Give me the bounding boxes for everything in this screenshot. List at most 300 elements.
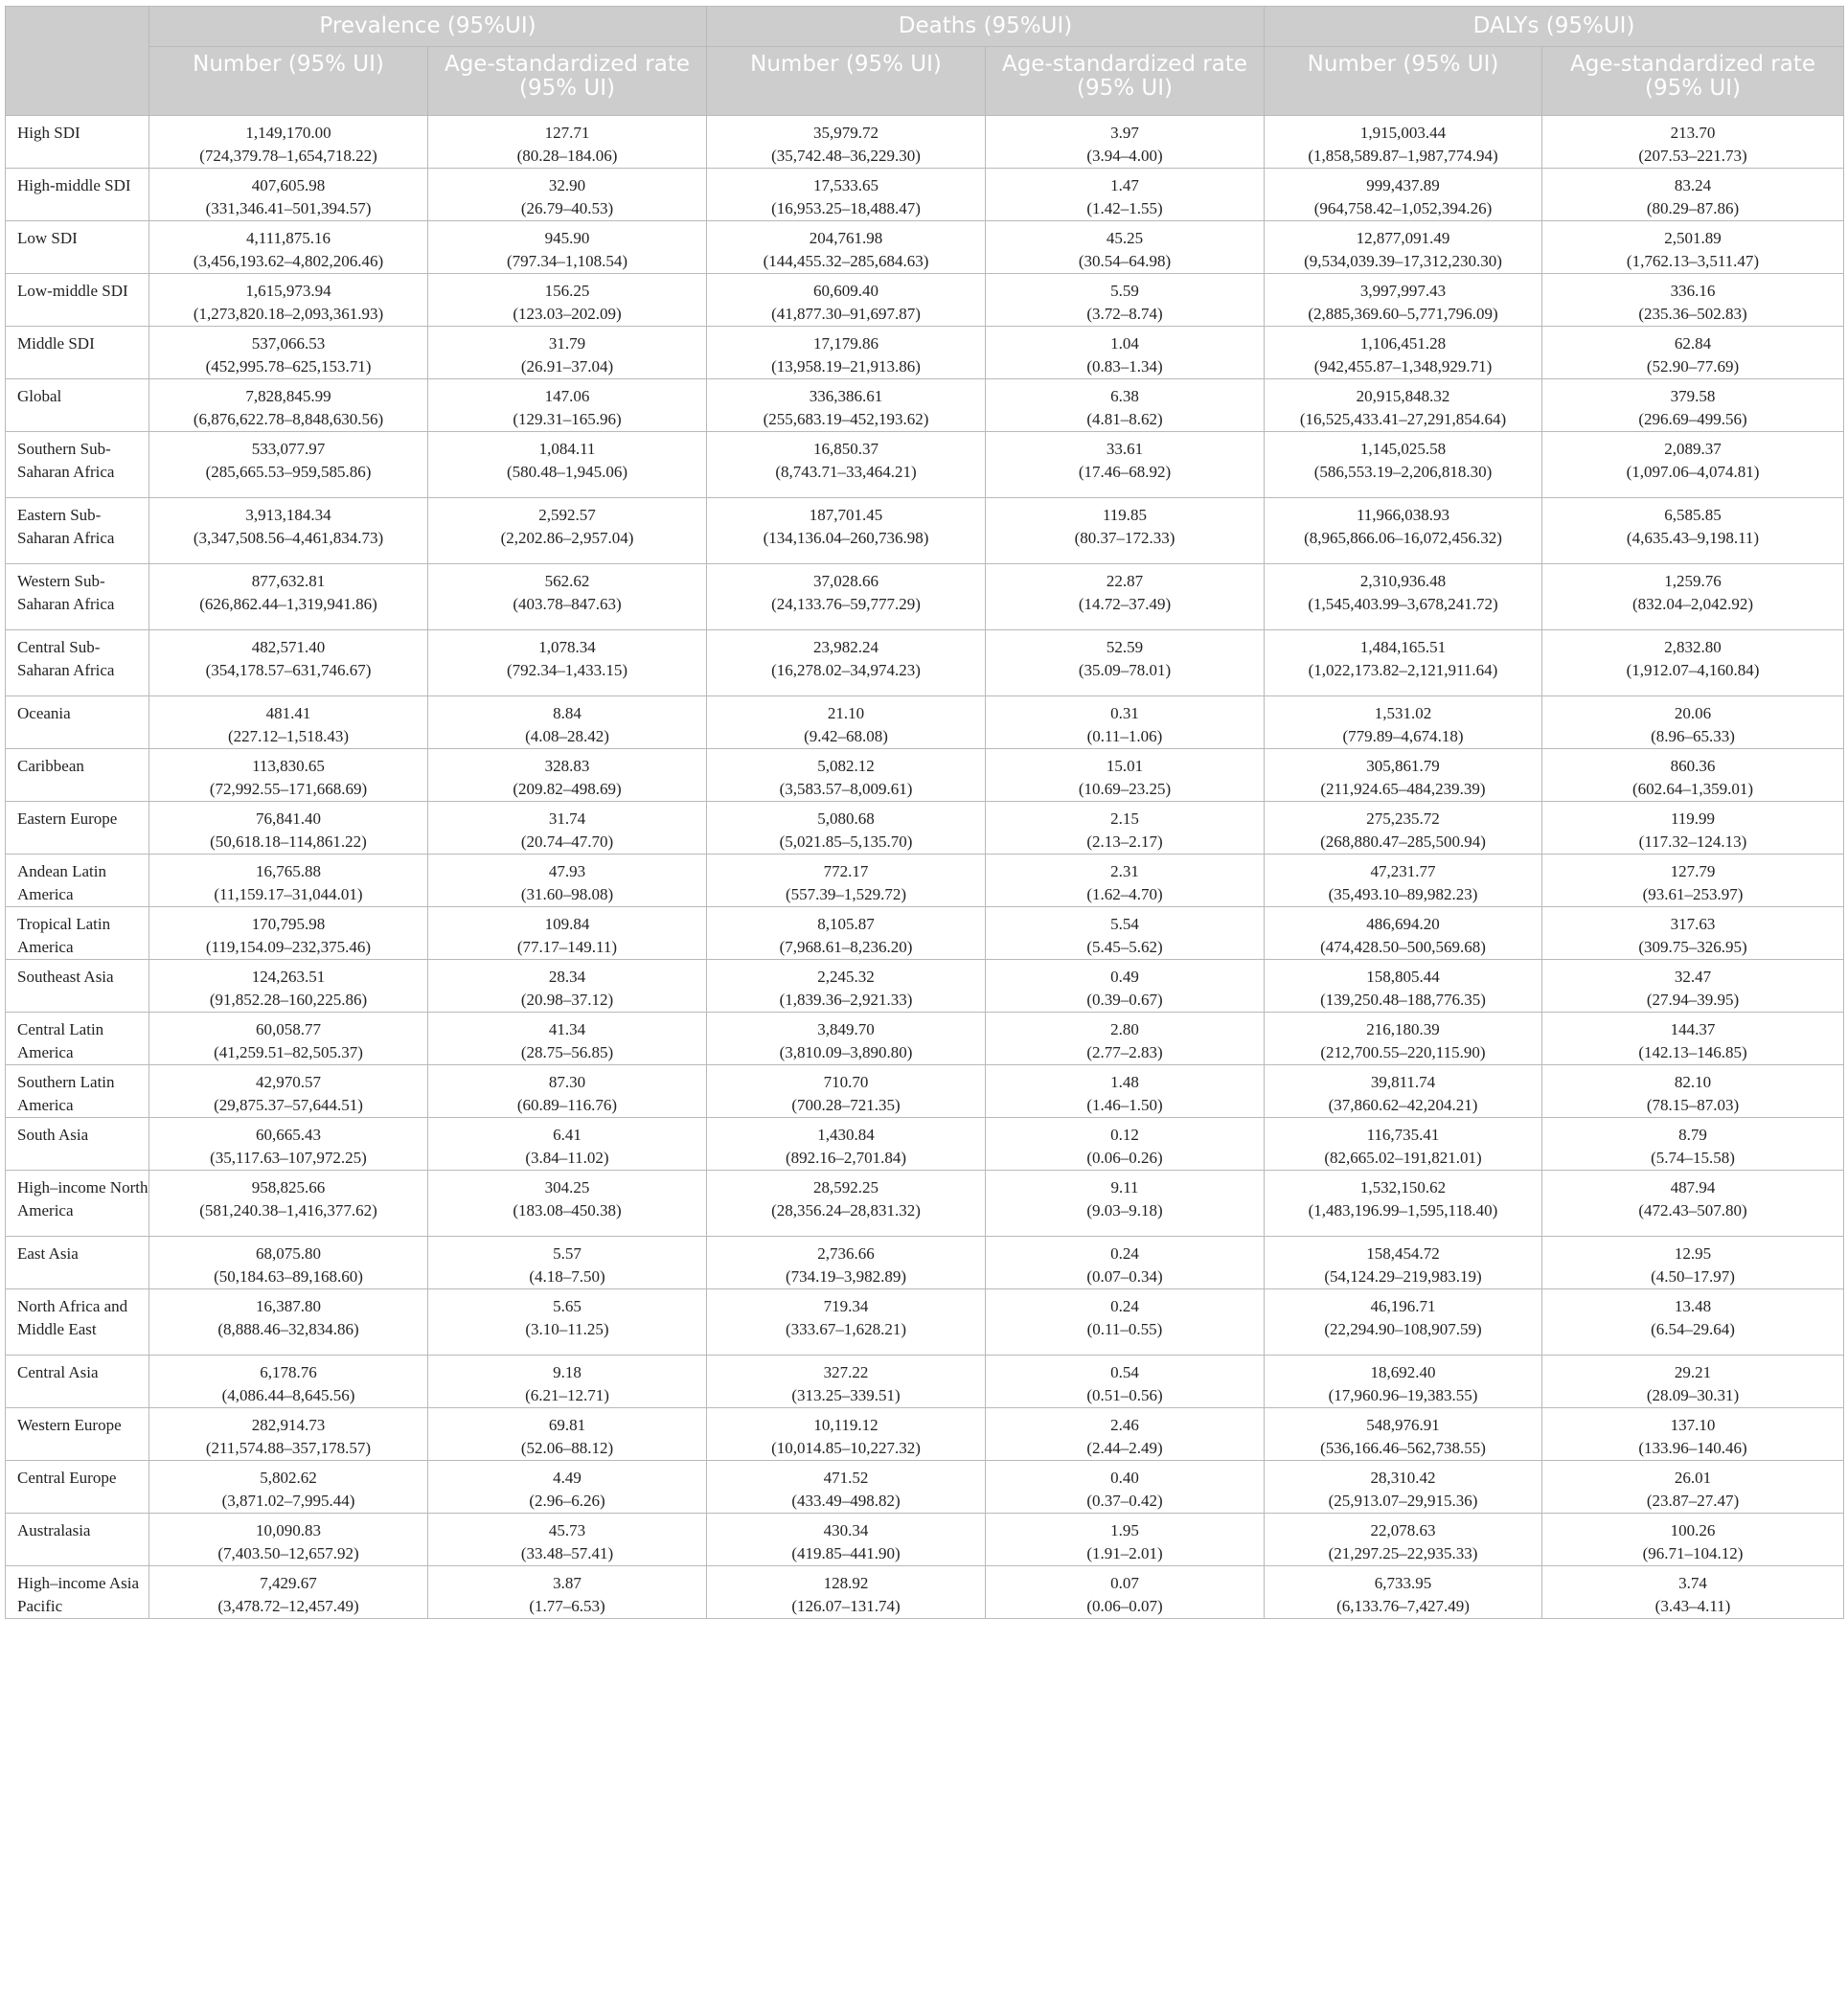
point-estimate: 144.37 xyxy=(1670,1020,1716,1038)
table-row xyxy=(6,907,1844,960)
uncertainty-interval: (119,154.09–232,375.46) xyxy=(205,938,372,956)
value-cell xyxy=(149,1566,428,1619)
point-estimate: 1,531.02 xyxy=(1374,704,1432,722)
point-estimate: 60,665.43 xyxy=(256,1126,321,1144)
point-estimate: 537,066.53 xyxy=(251,334,326,353)
point-estimate: 156.25 xyxy=(544,282,590,300)
value-cell xyxy=(1265,749,1542,802)
point-estimate: 958,825.66 xyxy=(251,1178,326,1197)
value-cell xyxy=(1265,1514,1542,1566)
value-cell xyxy=(428,960,707,1013)
point-estimate: 482,571.40 xyxy=(251,638,326,656)
uncertainty-interval: (7,403.50–12,657.92) xyxy=(217,1544,359,1562)
value-cell xyxy=(428,749,707,802)
point-estimate: 39,811.74 xyxy=(1370,1073,1436,1091)
value-cell xyxy=(707,1566,986,1619)
value-cell xyxy=(986,1118,1265,1171)
uncertainty-interval: (0.83–1.34) xyxy=(1086,357,1163,376)
point-estimate: 562.62 xyxy=(544,572,590,590)
point-estimate: 15.01 xyxy=(1106,757,1144,775)
uncertainty-interval: (10,014.85–10,227.32) xyxy=(771,1439,921,1457)
value-cell xyxy=(428,1566,707,1619)
point-estimate: 69.81 xyxy=(548,1416,586,1434)
uncertainty-interval: (0.07–0.34) xyxy=(1086,1267,1163,1286)
row-label: Middle SDI xyxy=(6,327,149,379)
point-estimate: 17,179.86 xyxy=(813,334,878,353)
uncertainty-interval: (700.28–721.35) xyxy=(791,1096,901,1114)
point-estimate: 407,605.98 xyxy=(251,176,326,194)
uncertainty-interval: (2,202.86–2,957.04) xyxy=(500,529,634,547)
point-estimate: 5.59 xyxy=(1110,282,1139,300)
point-estimate: 719.34 xyxy=(823,1297,869,1315)
point-estimate: 28,592.25 xyxy=(813,1178,878,1197)
uncertainty-interval: (581,240.38–1,416,377.62) xyxy=(199,1201,377,1220)
table-row xyxy=(6,221,1844,274)
uncertainty-interval: (17.46–68.92) xyxy=(1078,463,1172,481)
point-estimate: 16,850.37 xyxy=(813,440,878,458)
row-label: Global xyxy=(6,379,149,432)
value-cell xyxy=(707,749,986,802)
point-estimate: 21.10 xyxy=(827,704,865,722)
point-estimate: 170,795.98 xyxy=(251,915,326,933)
uncertainty-interval: (30.54–64.98) xyxy=(1078,252,1172,270)
uncertainty-interval: (41,259.51–82,505.37) xyxy=(214,1043,363,1061)
value-cell xyxy=(707,1408,986,1461)
value-cell xyxy=(1542,379,1844,432)
uncertainty-interval: (1,273,820.18–2,093,361.93) xyxy=(193,305,384,323)
point-estimate: 216,180.39 xyxy=(1366,1020,1440,1038)
point-estimate: 2.31 xyxy=(1110,862,1139,880)
row-label: Southern Sub-Saharan Africa xyxy=(6,432,149,498)
table-row xyxy=(6,1566,1844,1619)
value-cell xyxy=(707,802,986,855)
value-cell xyxy=(986,1514,1265,1566)
value-cell xyxy=(986,1408,1265,1461)
uncertainty-interval: (0.11–0.55) xyxy=(1086,1320,1163,1338)
uncertainty-interval: (4,635.43–9,198.11) xyxy=(1626,529,1760,547)
point-estimate: 32.47 xyxy=(1674,968,1712,986)
point-estimate: 1,532,150.62 xyxy=(1359,1178,1447,1197)
point-estimate: 1,484,165.51 xyxy=(1359,638,1447,656)
uncertainty-interval: (21,297.25–22,935.33) xyxy=(1328,1544,1478,1562)
point-estimate: 0.24 xyxy=(1110,1244,1139,1263)
value-cell xyxy=(986,432,1265,498)
uncertainty-interval: (0.37–0.42) xyxy=(1086,1492,1163,1510)
point-estimate: 76,841.40 xyxy=(256,809,321,828)
value-cell xyxy=(149,855,428,907)
value-cell xyxy=(707,1013,986,1065)
value-cell xyxy=(707,1065,986,1118)
uncertainty-interval: (4.81–8.62) xyxy=(1086,410,1163,428)
point-estimate: 877,632.81 xyxy=(251,572,326,590)
uncertainty-interval: (9,534,039.39–17,312,230.30) xyxy=(1304,252,1502,270)
value-cell xyxy=(707,696,986,749)
point-estimate: 2,501.89 xyxy=(1664,229,1722,247)
value-cell xyxy=(986,1566,1265,1619)
value-cell xyxy=(428,221,707,274)
point-estimate: 68,075.80 xyxy=(256,1244,321,1263)
uncertainty-interval: (474,428.50–500,569.68) xyxy=(1320,938,1486,956)
point-estimate: 327.22 xyxy=(823,1363,869,1381)
uncertainty-interval: (797.34–1,108.54) xyxy=(506,252,628,270)
uncertainty-interval: (6,876,622.78–8,848,630.56) xyxy=(193,410,384,428)
uncertainty-interval: (6.54–29.64) xyxy=(1651,1320,1735,1338)
uncertainty-interval: (8,965,866.06–16,072,456.32) xyxy=(1304,529,1502,547)
uncertainty-interval: (1.42–1.55) xyxy=(1086,199,1163,217)
point-estimate: 487.94 xyxy=(1670,1178,1716,1197)
point-estimate: 2.15 xyxy=(1110,809,1139,828)
uncertainty-interval: (35.09–78.01) xyxy=(1078,661,1172,679)
group-header-dalys: DALYs (95%UI) xyxy=(1265,7,1844,47)
point-estimate: 82.10 xyxy=(1674,1073,1712,1091)
row-label: Central Asia xyxy=(6,1356,149,1408)
uncertainty-interval: (0.11–1.06) xyxy=(1086,727,1163,745)
point-estimate: 113,830.65 xyxy=(252,757,325,775)
uncertainty-interval: (2.77–2.83) xyxy=(1086,1043,1163,1061)
uncertainty-interval: (50,184.63–89,168.60) xyxy=(214,1267,363,1286)
value-cell xyxy=(986,802,1265,855)
point-estimate: 4,111,875.16 xyxy=(246,229,331,247)
point-estimate: 213.70 xyxy=(1670,124,1716,142)
uncertainty-interval: (433.49–498.82) xyxy=(791,1492,901,1510)
row-label: Central Sub-Saharan Africa xyxy=(6,630,149,696)
point-estimate: 0.12 xyxy=(1110,1126,1139,1144)
value-cell xyxy=(707,432,986,498)
table-header xyxy=(6,7,1844,116)
point-estimate: 116,735.41 xyxy=(1366,1126,1440,1144)
point-estimate: 0.31 xyxy=(1110,704,1139,722)
value-cell xyxy=(428,1118,707,1171)
point-estimate: 12.95 xyxy=(1674,1244,1712,1263)
table-row xyxy=(6,274,1844,327)
uncertainty-interval: (626,862.44–1,319,941.86) xyxy=(199,595,377,613)
uncertainty-interval: (1,762.13–3,511.47) xyxy=(1626,252,1760,270)
value-cell xyxy=(707,169,986,221)
point-estimate: 2,089.37 xyxy=(1664,440,1722,458)
table-row xyxy=(6,169,1844,221)
uncertainty-interval: (832.04–2,042.92) xyxy=(1631,595,1754,613)
value-cell xyxy=(986,960,1265,1013)
point-estimate: 548,976.91 xyxy=(1366,1416,1440,1434)
value-cell xyxy=(428,855,707,907)
value-cell xyxy=(428,696,707,749)
value-cell xyxy=(986,696,1265,749)
value-cell xyxy=(986,274,1265,327)
point-estimate: 147.06 xyxy=(544,387,590,405)
value-cell xyxy=(149,116,428,169)
uncertainty-interval: (80.28–184.06) xyxy=(516,147,618,165)
value-cell xyxy=(1265,630,1542,696)
point-estimate: 710.70 xyxy=(823,1073,869,1091)
uncertainty-interval: (183.08–450.38) xyxy=(513,1201,622,1220)
uncertainty-interval: (29,875.37–57,644.51) xyxy=(214,1096,363,1114)
uncertainty-interval: (4,086.44–8,645.56) xyxy=(221,1386,355,1404)
point-estimate: 0.07 xyxy=(1110,1574,1139,1592)
value-cell xyxy=(707,1289,986,1356)
row-label: Australasia xyxy=(6,1514,149,1566)
value-cell xyxy=(428,802,707,855)
point-estimate: 336.16 xyxy=(1670,282,1716,300)
value-cell xyxy=(149,696,428,749)
point-estimate: 328.83 xyxy=(544,757,590,775)
row-label: North Africa and Middle East xyxy=(6,1289,149,1356)
uncertainty-interval: (4.18–7.50) xyxy=(529,1267,605,1286)
value-cell xyxy=(1542,169,1844,221)
row-label: Central Latin America xyxy=(6,1013,149,1065)
value-cell xyxy=(1265,1461,1542,1514)
point-estimate: 9.11 xyxy=(1110,1178,1139,1197)
point-estimate: 999,437.89 xyxy=(1366,176,1440,194)
value-cell xyxy=(1265,564,1542,630)
uncertainty-interval: (1.91–2.01) xyxy=(1086,1544,1163,1562)
table-row xyxy=(6,327,1844,379)
value-cell xyxy=(149,1408,428,1461)
point-estimate: 860.36 xyxy=(1670,757,1716,775)
uncertainty-interval: (212,700.55–220,115.90) xyxy=(1320,1043,1486,1061)
value-cell xyxy=(1265,1118,1542,1171)
point-estimate: 5.65 xyxy=(553,1297,582,1315)
subheader-number: Number (95% UI) xyxy=(149,47,428,116)
uncertainty-interval: (35,493.10–89,982.23) xyxy=(1328,885,1478,903)
uncertainty-interval: (296.69–499.56) xyxy=(1638,410,1747,428)
value-cell xyxy=(149,960,428,1013)
value-cell xyxy=(986,1356,1265,1408)
table-row xyxy=(6,802,1844,855)
point-estimate: 1.47 xyxy=(1110,176,1139,194)
point-estimate: 5,082.12 xyxy=(817,757,875,775)
uncertainty-interval: (129.31–165.96) xyxy=(513,410,622,428)
uncertainty-interval: (22,294.90–108,907.59) xyxy=(1324,1320,1482,1338)
value-cell xyxy=(428,1289,707,1356)
value-cell xyxy=(1265,1013,1542,1065)
uncertainty-interval: (1.77–6.53) xyxy=(529,1597,605,1615)
uncertainty-interval: (133.96–140.46) xyxy=(1638,1439,1747,1457)
value-cell xyxy=(1542,696,1844,749)
point-estimate: 336,386.61 xyxy=(809,387,883,405)
point-estimate: 22,078.63 xyxy=(1370,1521,1436,1539)
point-estimate: 158,454.72 xyxy=(1366,1244,1440,1263)
uncertainty-interval: (16,525,433.41–27,291,854.64) xyxy=(1299,410,1507,428)
uncertainty-interval: (5,021.85–5,135.70) xyxy=(779,832,913,851)
point-estimate: 17,533.65 xyxy=(813,176,878,194)
uncertainty-interval: (211,924.65–484,239.39) xyxy=(1320,780,1486,798)
value-cell xyxy=(986,327,1265,379)
uncertainty-interval: (13,958.19–21,913.86) xyxy=(771,357,921,376)
value-cell xyxy=(428,1237,707,1289)
uncertainty-interval: (7,968.61–8,236.20) xyxy=(779,938,913,956)
value-cell xyxy=(428,1461,707,1514)
uncertainty-interval: (792.34–1,433.15) xyxy=(506,661,628,679)
point-estimate: 119.85 xyxy=(1102,506,1148,524)
point-estimate: 137.10 xyxy=(1670,1416,1716,1434)
table-row xyxy=(6,1065,1844,1118)
point-estimate: 32.90 xyxy=(548,176,586,194)
point-estimate: 2,736.66 xyxy=(817,1244,875,1263)
point-estimate: 772.17 xyxy=(823,862,869,880)
uncertainty-interval: (211,574.88–357,178.57) xyxy=(205,1439,372,1457)
value-cell xyxy=(986,116,1265,169)
point-estimate: 486,694.20 xyxy=(1366,915,1440,933)
point-estimate: 1.48 xyxy=(1110,1073,1139,1091)
value-cell xyxy=(986,498,1265,564)
uncertainty-interval: (123.03–202.09) xyxy=(513,305,622,323)
value-cell xyxy=(1542,327,1844,379)
uncertainty-interval: (27.94–39.95) xyxy=(1646,991,1740,1009)
subheader-rate: Age-standardized rate (95% UI) xyxy=(1542,47,1844,116)
value-cell xyxy=(428,1171,707,1237)
value-cell xyxy=(428,1065,707,1118)
row-label: Central Europe xyxy=(6,1461,149,1514)
uncertainty-interval: (1,839.36–2,921.33) xyxy=(779,991,913,1009)
uncertainty-interval: (2.44–2.49) xyxy=(1086,1439,1163,1457)
uncertainty-interval: (1,545,403.99–3,678,241.72) xyxy=(1308,595,1498,613)
value-cell xyxy=(1542,1013,1844,1065)
uncertainty-interval: (3,810.09–3,890.80) xyxy=(779,1043,913,1061)
point-estimate: 7,828,845.99 xyxy=(245,387,331,405)
point-estimate: 127.79 xyxy=(1670,862,1716,880)
point-estimate: 1,430.84 xyxy=(817,1126,875,1144)
value-cell xyxy=(986,1237,1265,1289)
point-estimate: 3.74 xyxy=(1678,1574,1707,1592)
point-estimate: 31.74 xyxy=(548,809,586,828)
point-estimate: 0.54 xyxy=(1110,1363,1139,1381)
point-estimate: 7,429.67 xyxy=(260,1574,317,1592)
uncertainty-interval: (80.29–87.86) xyxy=(1646,199,1740,217)
uncertainty-interval: (28.75–56.85) xyxy=(520,1043,614,1061)
point-estimate: 6,178.76 xyxy=(260,1363,317,1381)
point-estimate: 8,105.87 xyxy=(817,915,875,933)
value-cell xyxy=(1265,327,1542,379)
point-estimate: 37,028.66 xyxy=(813,572,878,590)
value-cell xyxy=(707,327,986,379)
value-cell xyxy=(149,1514,428,1566)
uncertainty-interval: (16,278.02–34,974.23) xyxy=(771,661,921,679)
point-estimate: 1,078.34 xyxy=(538,638,596,656)
table-row xyxy=(6,498,1844,564)
row-label: Southern Latin America xyxy=(6,1065,149,1118)
table-row xyxy=(6,379,1844,432)
uncertainty-interval: (536,166.46–562,738.55) xyxy=(1320,1439,1486,1457)
table-body xyxy=(6,116,1844,1619)
uncertainty-interval: (3,583.57–8,009.61) xyxy=(779,780,913,798)
point-estimate: 187,701.45 xyxy=(809,506,883,524)
point-estimate: 2,832.80 xyxy=(1664,638,1722,656)
point-estimate: 305,861.79 xyxy=(1366,757,1440,775)
value-cell xyxy=(1265,1289,1542,1356)
point-estimate: 29.21 xyxy=(1674,1363,1712,1381)
value-cell xyxy=(149,907,428,960)
value-cell xyxy=(1265,498,1542,564)
point-estimate: 379.58 xyxy=(1670,387,1716,405)
uncertainty-interval: (942,455.87–1,348,929.71) xyxy=(1313,357,1493,376)
uncertainty-interval: (72,992.55–171,668.69) xyxy=(209,780,368,798)
value-cell xyxy=(1265,221,1542,274)
point-estimate: 11,966,038.93 xyxy=(1356,506,1450,524)
uncertainty-interval: (20.74–47.70) xyxy=(520,832,614,851)
point-estimate: 1,259.76 xyxy=(1664,572,1722,590)
uncertainty-interval: (1.46–1.50) xyxy=(1086,1096,1163,1114)
point-estimate: 1.95 xyxy=(1110,1521,1139,1539)
point-estimate: 128.92 xyxy=(823,1574,869,1592)
uncertainty-interval: (35,117.63–107,972.25) xyxy=(210,1149,367,1167)
value-cell xyxy=(707,855,986,907)
point-estimate: 430.34 xyxy=(823,1521,869,1539)
point-estimate: 5,080.68 xyxy=(817,809,875,828)
value-cell xyxy=(707,116,986,169)
value-cell xyxy=(428,274,707,327)
uncertainty-interval: (3.43–4.11) xyxy=(1654,1597,1731,1615)
value-cell xyxy=(1542,432,1844,498)
uncertainty-interval: (724,379.78–1,654,718.22) xyxy=(199,147,377,165)
point-estimate: 1,915,003.44 xyxy=(1359,124,1447,142)
table-row xyxy=(6,630,1844,696)
uncertainty-interval: (37,860.62–42,204.21) xyxy=(1328,1096,1478,1114)
value-cell xyxy=(428,1408,707,1461)
point-estimate: 1,084.11 xyxy=(538,440,596,458)
uncertainty-interval: (8.96–65.33) xyxy=(1651,727,1735,745)
uncertainty-interval: (1.62–4.70) xyxy=(1086,885,1163,903)
value-cell xyxy=(428,1356,707,1408)
point-estimate: 62.84 xyxy=(1674,334,1712,353)
value-cell xyxy=(1265,1356,1542,1408)
point-estimate: 47.93 xyxy=(548,862,586,880)
uncertainty-interval: (33.48–57.41) xyxy=(520,1544,614,1562)
point-estimate: 304.25 xyxy=(544,1178,590,1197)
uncertainty-interval: (117.32–124.13) xyxy=(1638,832,1747,851)
value-cell xyxy=(149,1461,428,1514)
value-cell xyxy=(149,498,428,564)
point-estimate: 6,733.95 xyxy=(1374,1574,1432,1592)
uncertainty-interval: (207.53–221.73) xyxy=(1638,147,1747,165)
value-cell xyxy=(986,169,1265,221)
point-estimate: 1,615,973.94 xyxy=(245,282,331,300)
point-estimate: 0.24 xyxy=(1110,1297,1139,1315)
value-cell xyxy=(149,1065,428,1118)
uncertainty-interval: (144,455.32–285,684.63) xyxy=(763,252,929,270)
uncertainty-interval: (602.64–1,359.01) xyxy=(1631,780,1754,798)
point-estimate: 20,915,848.32 xyxy=(1356,387,1450,405)
uncertainty-interval: (3,871.02–7,995.44) xyxy=(221,1492,355,1510)
uncertainty-interval: (1,858,589.87–1,987,774.94) xyxy=(1308,147,1498,165)
uncertainty-interval: (3.10–11.25) xyxy=(525,1320,609,1338)
value-cell xyxy=(149,1356,428,1408)
uncertainty-interval: (20.98–37.12) xyxy=(520,991,614,1009)
point-estimate: 1,145,025.58 xyxy=(1359,440,1447,458)
group-header-deaths: Deaths (95%UI) xyxy=(707,7,1265,47)
uncertainty-interval: (255,683.19–452,193.62) xyxy=(763,410,929,428)
uncertainty-interval: (31.60–98.08) xyxy=(520,885,614,903)
row-label: High–income North America xyxy=(6,1171,149,1237)
value-cell xyxy=(149,1118,428,1171)
value-cell xyxy=(1542,1566,1844,1619)
point-estimate: 45.73 xyxy=(548,1521,586,1539)
uncertainty-interval: (779.89–4,674.18) xyxy=(1342,727,1464,745)
point-estimate: 16,765.88 xyxy=(256,862,321,880)
uncertainty-interval: (268,880.47–285,500.94) xyxy=(1320,832,1486,851)
row-label: Western Europe xyxy=(6,1408,149,1461)
uncertainty-interval: (1,912.07–4,160.84) xyxy=(1626,661,1760,679)
value-cell xyxy=(1542,802,1844,855)
value-cell xyxy=(428,1514,707,1566)
uncertainty-interval: (16,953.25–18,488.47) xyxy=(771,199,921,217)
point-estimate: 481.41 xyxy=(265,704,311,722)
point-estimate: 10,119.12 xyxy=(813,1416,878,1434)
uncertainty-interval: (331,346.41–501,394.57) xyxy=(205,199,372,217)
row-label: Caribbean xyxy=(6,749,149,802)
value-cell xyxy=(1265,116,1542,169)
point-estimate: 3,913,184.34 xyxy=(245,506,331,524)
uncertainty-interval: (3,478.72–12,457.49) xyxy=(217,1597,359,1615)
